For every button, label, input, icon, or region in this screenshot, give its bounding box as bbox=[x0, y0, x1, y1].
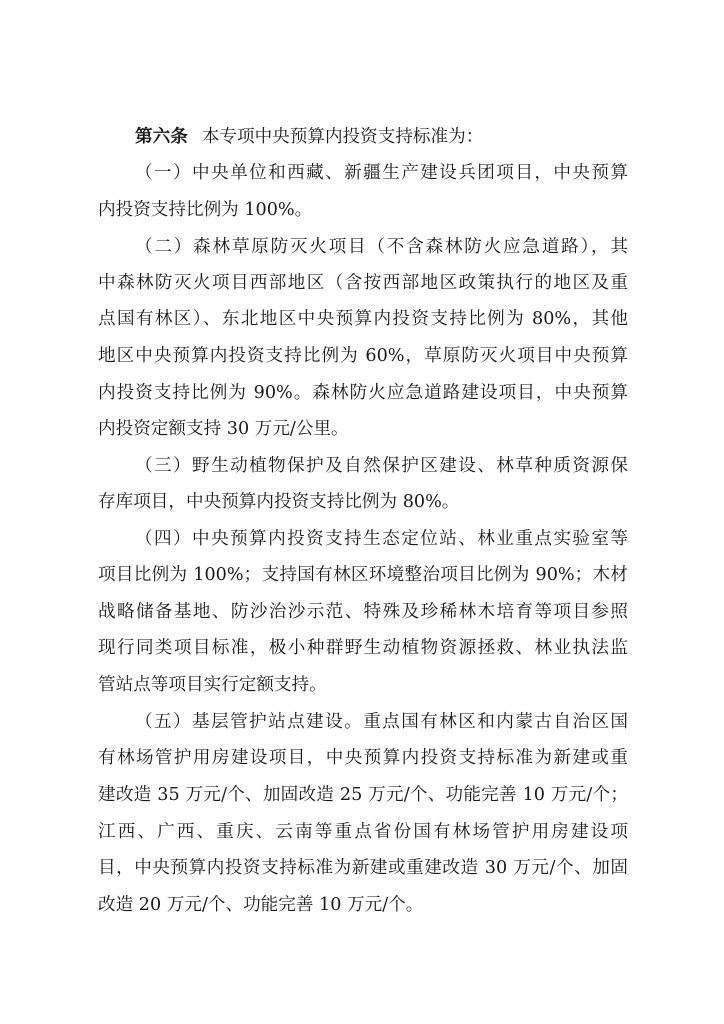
paragraph-4-line-4: 现行同类项目标准，极小种群野生动植物资源拯救、林业执法监 bbox=[98, 638, 628, 658]
paragraph-5-line-4: 江西、广西、重庆、云南等重点省份国有林场管护用房建设项 bbox=[98, 822, 628, 842]
paragraph-4-line-3: 战略储备基地、防沙治沙示范、特殊及珍稀林木培育等项目参照 bbox=[98, 602, 628, 622]
paragraph-5-line-6: 改造 20 万元/个、功能完善 10 万元/个。 bbox=[98, 895, 424, 915]
paragraph-2-line-2: 中森林防灭火项目西部地区（含按西部地区政策执行的地区及重 bbox=[98, 273, 628, 293]
paragraph-4-line-5: 管站点等项目实行定额支持。 bbox=[98, 675, 327, 695]
paragraph-1-line-1: （一）中央单位和西藏、新疆生产建设兵团项目，中央预算 bbox=[135, 163, 628, 183]
article-intro: 本专项中央预算内投资支持标准为： bbox=[201, 127, 484, 147]
paragraph-2-line-6: 内投资定额支持 30 万元/公里。 bbox=[98, 419, 349, 439]
article-heading-line bbox=[135, 125, 628, 149]
paragraph-3-line-1: （三）野生动植物保护及自然保护区建设、林草种质资源保 bbox=[135, 456, 628, 476]
paragraph-5-line-3: 建改造 35 万元/个、加固改造 25 万元/个、功能完善 10 万元/个； bbox=[98, 785, 628, 805]
paragraph-2-line-4: 地区中央预算内投资支持比例为 60%，草原防灭火项目中央预算 bbox=[98, 346, 628, 366]
paragraph-2-line-5: 内投资支持比例为 90%。森林防火应急道路建设项目，中央预算 bbox=[98, 383, 628, 403]
paragraph-2-line-3: 点国有林区）、东北地区中央预算内投资支持比例为 80%，其他 bbox=[98, 309, 628, 329]
paragraph-5-line-1: （五）基层管护站点建设。重点国有林区和内蒙古自治区国 bbox=[135, 712, 628, 732]
paragraph-4-line-2: 项目比例为 100%；支持国有林区环境整治项目比例为 90%；木材 bbox=[98, 565, 628, 585]
paragraph-2-line-1: （二）森林草原防灭火项目（不含森林防火应急道路），其 bbox=[135, 237, 628, 257]
paragraph-1-line-2: 内投资支持比例为 100%。 bbox=[98, 200, 313, 220]
paragraph-3-line-2: 存库项目，中央预算内投资支持比例为 80%。 bbox=[98, 492, 460, 512]
paragraph-5-line-2: 有林场管护用房建设项目，中央预算内投资支持标准为新建或重 bbox=[98, 748, 628, 768]
article-number: 第六条 bbox=[135, 126, 188, 147]
paragraph-5-line-5: 目，中央预算内投资支持标准为新建或重建改造 30 万元/个、加固 bbox=[98, 858, 628, 878]
paragraph-4-line-1: （四）中央预算内投资支持生态定位站、林业重点实验室等 bbox=[135, 529, 628, 549]
